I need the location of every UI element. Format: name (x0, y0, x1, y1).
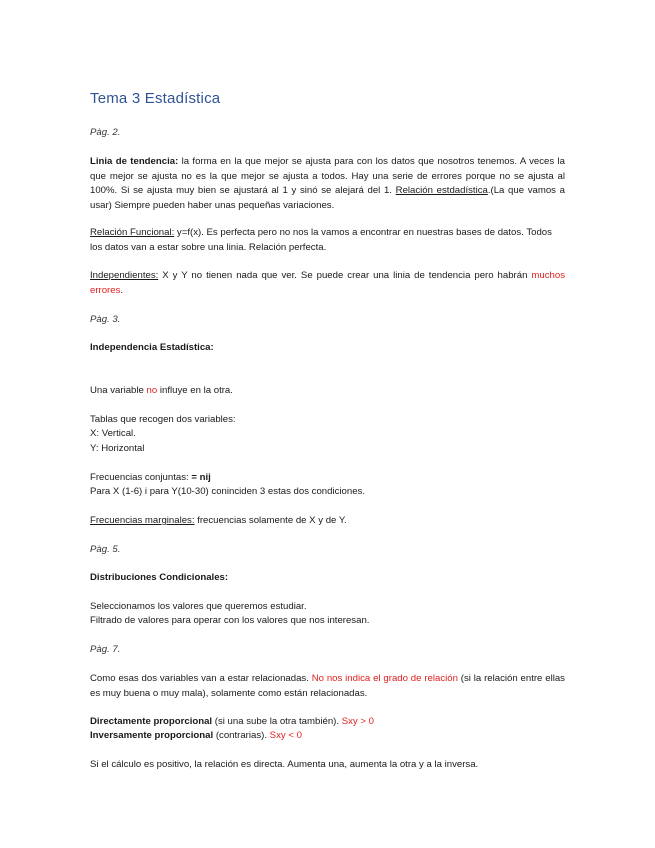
text-influye: influye en la otra. (157, 385, 233, 396)
highlight-no: no (146, 385, 158, 396)
text-linia-tendencia: la forma en la que mejor se ajusta para con los datos que nosotros tenemos. A veces la que mejor se ajusta no es la que mejor se ajusta a todos. Hay una serie de errores porque no se ajusta al 100%. Si se ajusta muy bien se ajustará al 1 y sinó se alejará del 1. (90, 156, 565, 196)
highlight-muchos-errores: muchos errores (90, 270, 565, 296)
term-relacion-funcional: Relación Funcional: (90, 227, 175, 238)
highlight-grado-relacion: No nos indica el grado de relación (311, 673, 458, 684)
text-directamente: (si una sube la otra también). (212, 716, 342, 727)
line-variable-no-influye (90, 384, 565, 399)
heading-independencia-estadistica: Independencia Estadística: (90, 342, 214, 353)
line-inversamente (90, 729, 565, 744)
text-independientes: X y Y no tienen nada que ver. Se puede crear una linia de tendencia pero habrán (158, 270, 532, 281)
line-frecuencias-conjuntas (90, 471, 565, 486)
term-frecuencias-marginales: Frecuencias marginales: (90, 515, 195, 526)
text-frecuencias-conjuntas: Frecuencias conjuntas: (90, 472, 192, 483)
paragraph-relacion-funcional (90, 226, 565, 255)
formula-nij: = nij (191, 472, 211, 483)
document-title: Tema 3 Estadística (90, 90, 221, 107)
text-frecuencias-marginales: frecuencias solamente de X y de Y. (194, 515, 347, 526)
text-independientes-tail: . (120, 284, 124, 296)
line-y-horizontal: Y: Horizontal (90, 443, 145, 454)
text-relacion-funcional: . Es perfecta pero no nos la vamos a encontrar en nuestras bases de datos. Todos los datos van a estar sobre una linia. Relación perfecta. (90, 227, 552, 253)
paragraph-relacionadas (90, 672, 565, 701)
line-seleccionamos: Seleccionamos los valores que queremos estudiar. (90, 601, 307, 612)
line-x-vertical: X: Vertical. (90, 428, 136, 439)
formula-sxy-negative: Sxy < 0 (269, 730, 302, 741)
term-independientes: Independientes: (90, 270, 159, 281)
line-tablas: Tablas que recogen dos variables: (90, 414, 236, 425)
text-variable: Una variable (90, 385, 147, 396)
line-directamente (90, 715, 565, 730)
text-relacionadas-tail: (si la relación entre ellas es muy buena o muy mala), solamente como están relacionadas. (90, 673, 565, 699)
paragraph-linia-tendencia (90, 155, 565, 213)
line-filtrado: Filtrado de valores para operar con los valores que nos interesan. (90, 615, 370, 626)
formula-yfx: y=f(x) (174, 227, 202, 238)
line-frecuencias-marginales (90, 514, 565, 529)
term-directamente: Directamente proporcional (90, 716, 213, 727)
page-ref-2: Pàg. 2. (90, 127, 121, 138)
paragraph-independientes (90, 269, 565, 298)
page-ref-3: Pàg. 3. (90, 314, 121, 325)
page-ref-7: Pàg. 7. (90, 644, 121, 655)
page-ref-5: Pàg. 5. (90, 544, 121, 555)
term-linia-tendencia: Linia de tendencia: (90, 156, 179, 167)
heading-distribuciones-condicionales: Distribuciones Condicionales: (90, 572, 229, 583)
formula-sxy-positive: Sxy > 0 (341, 716, 374, 727)
text-relacionadas: Como esas dos variables van a estar relacionadas. (90, 673, 312, 684)
line-condiciones: Para X (1-6) i para Y(10-30) coninciden 3 estas dos condiciones. (90, 486, 365, 497)
text-linia-tendencia-tail: .(La que vamos a usar) Siempre pueden haber unas pequeñas variaciones. (90, 185, 565, 211)
text-inversamente: (contrarias). (213, 730, 270, 741)
term-inversamente: Inversamente proporcional (90, 730, 214, 741)
line-calculo-positivo: Si el cálculo es positivo, la relación es directa. Aumenta una, aumenta la otra y a la inversa. (90, 759, 479, 770)
link-relacion-estadistica: Relación estdadística (395, 185, 488, 196)
